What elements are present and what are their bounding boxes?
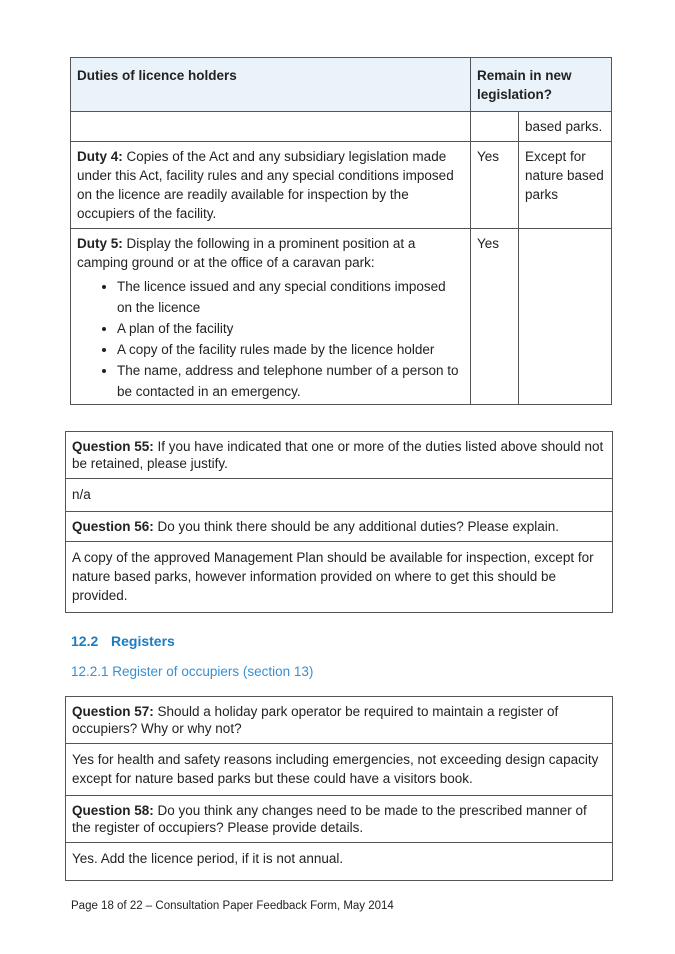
header-duties: Duties of licence holders — [71, 58, 471, 112]
question-text: Should a holiday park operator be required to maintain a register of occupiers? Why or why not? — [72, 704, 559, 736]
answer-58: Yes. Add the licence period, if it is not annual. — [66, 843, 612, 881]
answer-56: A copy of the approved Management Plan should be available for inspection, except for nature based parks, however information provided on where to get this should be provided. — [66, 542, 612, 613]
list-item: • A copy of the facility rules made by the licence holder — [117, 339, 464, 360]
table-row — [71, 142, 612, 229]
question-label: Question 58: — [72, 803, 154, 818]
question-label: Question 56: — [72, 519, 154, 534]
list-item: • The licence issued and any special conditions imposed on the licence — [117, 276, 464, 318]
question-58 — [66, 796, 612, 843]
remain-cell — [471, 112, 519, 142]
duty-text: Display the following in a prominent position at a camping ground or at the office of a caravan park: — [77, 236, 416, 270]
question-text: If you have indicated that one or more of the duties listed above should not be retained, please justify. — [72, 439, 604, 471]
notes-cell — [519, 229, 612, 405]
duty-label: Duty 4: — [77, 149, 123, 164]
table-row — [71, 229, 612, 405]
question-text: Do you think there should be any additional duties? Please explain. — [153, 519, 560, 534]
question-57 — [66, 697, 612, 744]
answer-57: Yes for health and safety reasons including emergencies, not exceeding design capacity except for nature based parks but these could have a visitors book. — [66, 744, 612, 796]
question-box-57-58 — [65, 696, 613, 881]
header-remain: Remain in new legislation? — [471, 58, 612, 112]
remain-cell: Yes — [471, 142, 519, 229]
list-item: • The name, address and telephone number of a person to be contacted in an emergency. — [117, 360, 464, 402]
question-label: Question 55: — [72, 439, 154, 454]
section-title: Registers — [111, 633, 175, 649]
notes-cell: Except for nature based parks — [519, 142, 612, 229]
list-item: • A plan of the facility — [117, 318, 464, 339]
question-text: Do you think any changes need to be made to the prescribed manner of the register of occupiers? Please provide details. — [72, 803, 587, 835]
page-footer: Page 18 of 22 – Consultation Paper Feedback Form, May 2014 — [71, 900, 394, 912]
duty-label: Duty 5: — [77, 236, 123, 251]
question-box-55-56 — [65, 431, 613, 613]
table-row — [71, 112, 612, 142]
duty-cell — [71, 112, 471, 142]
table-header-row — [71, 58, 612, 112]
subsection-heading: 12.2.1 Register of occupiers (section 13) — [71, 664, 314, 679]
duty-cell — [71, 142, 471, 229]
duty-cell — [71, 229, 471, 405]
remain-cell: Yes — [471, 229, 519, 405]
question-56 — [66, 512, 612, 542]
section-heading — [71, 633, 175, 649]
question-55 — [66, 432, 612, 479]
duty-bullet-list — [77, 276, 464, 402]
duties-table — [70, 57, 612, 405]
section-number: 12.2 — [71, 633, 99, 649]
notes-cell: based parks. — [519, 112, 612, 142]
duty-text: Copies of the Act and any subsidiary legislation made under this Act, facility rules and any special conditions imposed on the licence are readily available for inspection by the occupiers of the facility. — [77, 149, 454, 221]
question-label: Question 57: — [72, 704, 154, 719]
answer-55: n/a — [66, 479, 612, 512]
